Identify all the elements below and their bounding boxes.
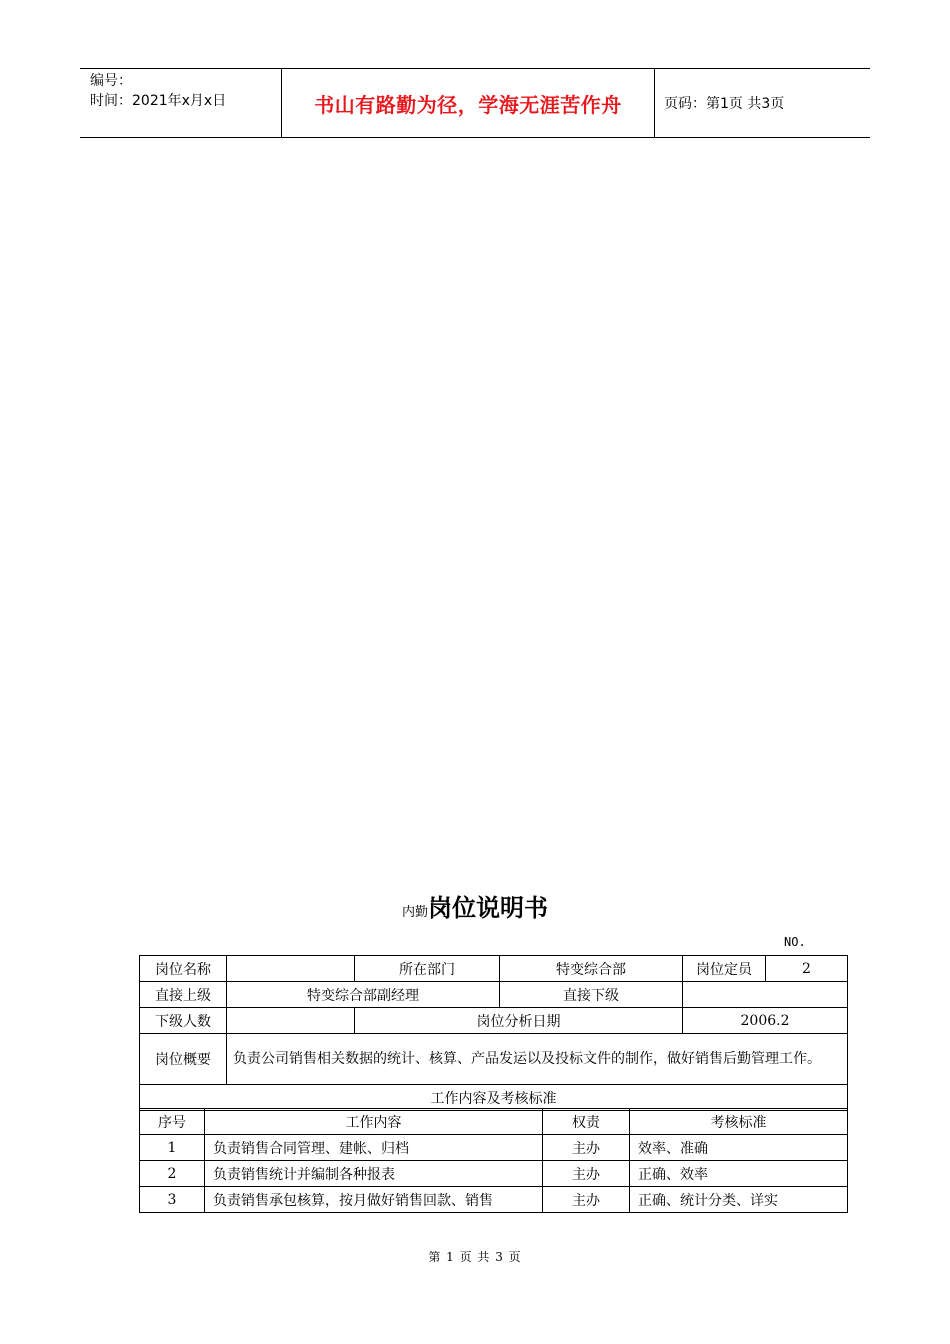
table-row <box>140 1034 848 1085</box>
header-no: 序号 <box>140 1109 205 1135</box>
row-authority: 主办 <box>543 1161 630 1187</box>
page-header <box>80 68 870 138</box>
row-content: 负责销售合同管理、建帐、归档 <box>205 1135 543 1161</box>
page-info: 页码：第1页 共3页 <box>664 96 785 112</box>
position-name-value <box>227 956 355 982</box>
subordinate-label: 直接下级 <box>500 982 683 1008</box>
table-row <box>140 1085 848 1111</box>
row-authority: 主办 <box>543 1187 630 1213</box>
subordinate-value <box>683 982 848 1008</box>
summary-value: 负责公司销售相关数据的统计、核算、产品发运以及投标文件的制作，做好销售后勤管理工作。 <box>227 1034 848 1085</box>
table-row <box>140 1161 848 1187</box>
title-main: 岗位说明书 <box>428 894 548 922</box>
sub-count-value <box>227 1008 355 1034</box>
duties-table <box>139 1108 848 1213</box>
table-row <box>140 1187 848 1213</box>
row-standard: 正确、统计分类、详实 <box>630 1187 848 1213</box>
number-label: 编号： <box>90 73 132 89</box>
row-content: 负责销售统计并编制各种报表 <box>205 1161 543 1187</box>
superior-label: 直接上级 <box>140 982 227 1008</box>
doc-number-label: NO. <box>784 935 806 949</box>
document-title <box>0 888 950 923</box>
analysis-date-label: 岗位分析日期 <box>355 1008 683 1034</box>
page-footer: 第 1 页 共 3 页 <box>428 1250 522 1264</box>
sub-count-label: 下级人数 <box>140 1008 227 1034</box>
header-authority: 权责 <box>543 1109 630 1135</box>
title-prefix: 内勤 <box>401 905 428 920</box>
row-no: 2 <box>140 1161 205 1187</box>
quota-label: 岗位定员 <box>683 956 766 982</box>
header-left <box>90 71 280 111</box>
motto: 书山有路勤为径，学海无涯苦作舟 <box>281 69 655 137</box>
quota-value: 2 <box>766 956 848 982</box>
time-label: 时间：2021年x月x日 <box>90 93 227 109</box>
row-standard: 效率、准确 <box>630 1135 848 1161</box>
table-row <box>140 1135 848 1161</box>
position-name-label: 岗位名称 <box>140 956 227 982</box>
department-label: 所在部门 <box>355 956 500 982</box>
table-row <box>140 1008 848 1034</box>
table-row <box>140 956 848 982</box>
department-value: 特变综合部 <box>500 956 683 982</box>
summary-label: 岗位概要 <box>140 1034 227 1085</box>
row-no: 3 <box>140 1187 205 1213</box>
header-standard: 考核标准 <box>630 1109 848 1135</box>
row-standard: 正确、效率 <box>630 1161 848 1187</box>
section-title: 工作内容及考核标准 <box>140 1085 848 1111</box>
job-info-table <box>139 955 848 1111</box>
analysis-date-value: 2006.2 <box>683 1008 848 1034</box>
row-authority: 主办 <box>543 1135 630 1161</box>
table-header-row <box>140 1109 848 1135</box>
table-row <box>140 982 848 1008</box>
header-content: 工作内容 <box>205 1109 543 1135</box>
row-content: 负责销售承包核算，按月做好销售回款、销售 <box>205 1187 543 1213</box>
superior-value: 特变综合部副经理 <box>227 982 500 1008</box>
row-no: 1 <box>140 1135 205 1161</box>
